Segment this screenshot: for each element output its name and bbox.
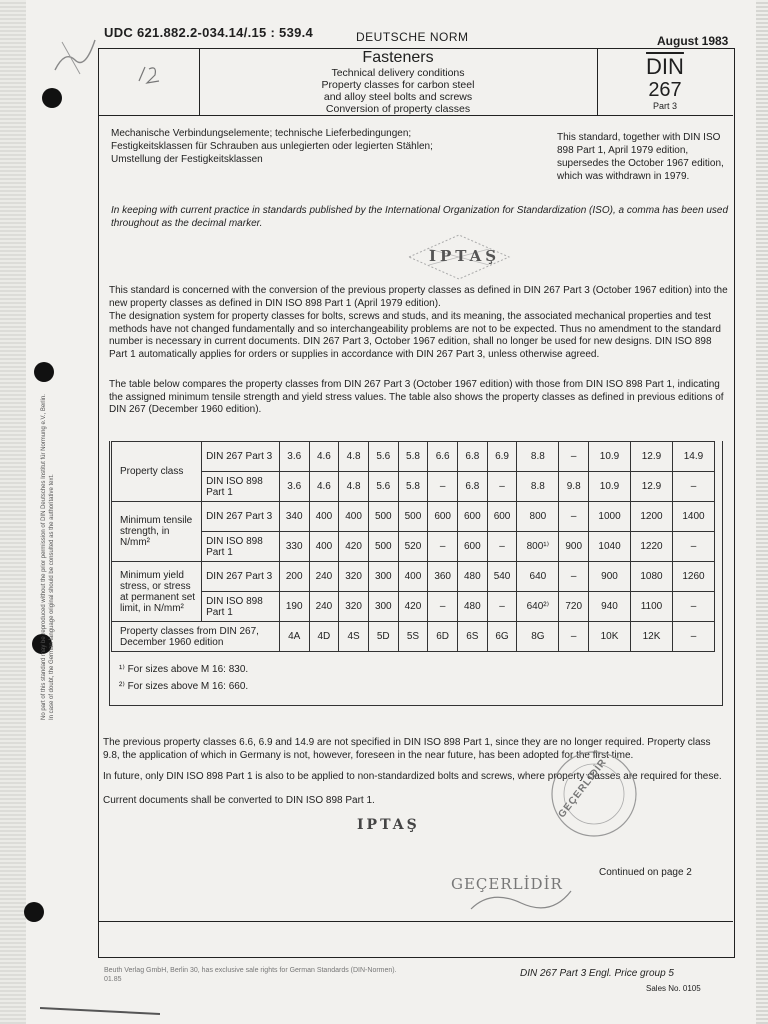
old-classes-label: Property classes from DIN 267, December 1960 edition	[112, 622, 280, 652]
copyright-line: In case of doubt, the German-language original should be consulted as the authoritative text.	[49, 474, 55, 720]
table-cell: 12.9	[631, 442, 673, 472]
sales-number: Sales No. 0105	[646, 984, 701, 993]
table-cell: 3.6	[279, 472, 309, 502]
table-cell: 320	[339, 592, 369, 622]
table-cell: 5D	[368, 622, 398, 652]
standard-label: DIN ISO 898 Part 1	[202, 472, 280, 502]
table-cell: –	[559, 442, 589, 472]
table-row	[112, 562, 715, 592]
table-cell: 720	[559, 592, 589, 622]
footnote: ²⁾ For sizes above M 16: 660.	[119, 681, 249, 692]
table-cell: –	[487, 592, 517, 622]
copyright-line: No part of this standard may be reproduced without the prior permission of DIN Deutsches Institut für Normung e.V., Berlin.	[41, 394, 47, 720]
footer-reference: DIN 267 Part 3 Engl. Price group 5	[520, 968, 674, 979]
issue-date: August 1983	[657, 34, 729, 48]
paragraph: The previous property classes 6.6, 6.9 and 14.9 are not specified in DIN ISO 898 Part 1, since they are no longer required. Property class 9.8, the application of which in Germany is not, however, foreseen in the near future, has been adopted for the first time.	[103, 737, 711, 761]
table-cell: 14.9	[672, 442, 714, 472]
table-cell: 9.8	[559, 472, 589, 502]
din-number-block	[597, 49, 733, 115]
table-cell: 4A	[279, 622, 309, 652]
table-cell: 400	[309, 502, 339, 532]
table-cell: 480	[458, 592, 488, 622]
publisher-text: Beuth Verlag GmbH, Berlin 30, has exclusive sale rights for German Standards (DIN-Normen).	[104, 967, 397, 974]
table-cell: 400	[309, 532, 339, 562]
din-number: 267	[648, 79, 682, 101]
table-cell: 540	[487, 562, 517, 592]
din-label: $\overline{DIN}$	[646, 54, 684, 79]
print-code: 01.85	[104, 976, 122, 983]
scan-edge-left	[0, 0, 26, 1024]
table-cell: 600	[458, 502, 488, 532]
udc-code: UDC 621.882.2-034.14/.15 : 539.4	[104, 25, 314, 40]
table-cell: –	[559, 622, 589, 652]
title-line: Technical delivery conditions	[331, 67, 465, 79]
table-cell: –	[428, 592, 458, 622]
table-cell: 5.8	[398, 442, 428, 472]
table-cell: 5.6	[368, 442, 398, 472]
scan-edge-right	[756, 0, 768, 1024]
stamp-text: IPTAŞ	[357, 817, 420, 833]
table-row	[112, 472, 715, 502]
table-cell: 4.6	[309, 472, 339, 502]
table-cell: –	[672, 592, 714, 622]
table-row	[112, 502, 715, 532]
table-cell: 600	[428, 502, 458, 532]
table-cell: 360	[428, 562, 458, 592]
standard-label: DIN 267 Part 3	[202, 442, 280, 472]
signature	[451, 869, 581, 915]
table-cell: 600	[487, 502, 517, 532]
table-cell: 6.9	[487, 442, 517, 472]
table-cell: 400	[398, 562, 428, 592]
stamp-text: IPTAŞ	[429, 247, 501, 265]
standard-label: DIN ISO 898 Part 1	[202, 532, 280, 562]
table-cell: 940	[589, 592, 631, 622]
deutsche-norm-label: DEUTSCHE NORM	[356, 30, 469, 44]
table-cell: 300	[368, 562, 398, 592]
continued-note: Continued on page 2	[599, 867, 692, 878]
table-cell: 900	[559, 532, 589, 562]
punch-hole	[42, 88, 62, 108]
row-group-label: Minimum yield stress, or stress at permanent set limit, in N/mm²	[112, 562, 202, 622]
table-cell: 500	[368, 532, 398, 562]
table-cell: –	[559, 562, 589, 592]
table-cell: 330	[279, 532, 309, 562]
table-cell: 480	[458, 562, 488, 592]
table-cell: 1040	[589, 532, 631, 562]
signature-text: GEÇERLİDİR	[451, 875, 563, 893]
table-cell: 1260	[672, 562, 714, 592]
table-cell: –	[428, 472, 458, 502]
table-cell: 190	[279, 592, 309, 622]
table-cell: 3.6	[279, 442, 309, 472]
table-cell: –	[487, 472, 517, 502]
table-cell: 10.9	[589, 472, 631, 502]
table-cell: –	[428, 532, 458, 562]
table-cell: 240	[309, 592, 339, 622]
copyright-sidebar	[40, 280, 100, 720]
document-frame	[98, 48, 735, 958]
footnote: ¹⁾ For sizes above M 16: 830.	[119, 664, 249, 675]
table-footnotes	[119, 661, 248, 695]
row-group-label: Minimum tensile strength, in N/mm²	[112, 502, 202, 562]
decimal-marker-note: In keeping with current practice in standards published by the International Organization for Standardization (ISO), a comma has been used throughout as the decimal marker.	[111, 205, 729, 229]
title-line: Conversion of property classes	[325, 103, 471, 115]
table-cell: 900	[589, 562, 631, 592]
table-cell: 10.9	[589, 442, 631, 472]
publisher-note	[104, 966, 464, 984]
signature-stroke-icon	[451, 869, 581, 915]
table-cell: 1400	[672, 502, 714, 532]
table-cell: –	[487, 532, 517, 562]
din-part: Part 3	[652, 101, 677, 111]
table-cell: 240	[309, 562, 339, 592]
table-cell: 400	[339, 502, 369, 532]
supersede-note: This standard, together with DIN ISO 898 Part 1, April 1979 edition, supersedes the October 1967 edition, which was withdrawn in 1979.	[557, 132, 724, 182]
table-row	[112, 532, 715, 562]
table-cell: 4D	[309, 622, 339, 652]
table-cell: 6D	[428, 622, 458, 652]
german-title: Mechanische Verbindungselemente; technische Lieferbedingungen; Festigkeitsklassen für Schrauben aus unlegierten oder legierten Stählen; Umstellung der Festigkeitsklassen	[111, 128, 433, 165]
table-cell: 5.8	[398, 472, 428, 502]
table-cell: 12.9	[631, 472, 673, 502]
paragraph: In future, only DIN ISO 898 Part 1 is also to be applied to non-standardized bolts and screws, where property classes are required for these.	[103, 771, 722, 782]
table-cell: –	[672, 622, 714, 652]
table-cell: 200	[279, 562, 309, 592]
table-cell: 800¹⁾	[517, 532, 559, 562]
table-cell: 1000	[589, 502, 631, 532]
table-cell: 1200	[631, 502, 673, 532]
table-cell: 4.6	[309, 442, 339, 472]
punch-hole	[24, 902, 44, 922]
table-cell: 420	[339, 532, 369, 562]
standard-label: DIN ISO 898 Part 1	[202, 592, 280, 622]
standard-label: DIN 267 Part 3	[202, 562, 280, 592]
table-cell: 6S	[458, 622, 488, 652]
title-line: and alloy steel bolts and screws	[323, 91, 473, 103]
scan-artifact	[40, 1000, 160, 1018]
paragraph: Current documents shall be converted to DIN ISO 898 Part 1.	[103, 795, 375, 806]
table-row	[112, 592, 715, 622]
round-stamp	[539, 739, 649, 849]
table-cell: –	[672, 532, 714, 562]
table-cell: –	[672, 472, 714, 502]
paragraph: The designation system for property classes for bolts, screws and studs, and its meaning, the associated mechanical properties and test methods have not changed fundamentally and so interchangeability problems are not to be expected. Thus no amendment to the standard number is necessary in current documents. DIN 267 Part 3, October 1967 edition, shall no longer be used for new designs. DIN ISO 898 Part 1 automatically applies for orders or supplies in accordance with DIN 267 Part 3, unless otherwise agreed.	[109, 311, 721, 360]
table-cell: 6.8	[458, 442, 488, 472]
table-cell: 600	[458, 532, 488, 562]
table-cell: 320	[339, 562, 369, 592]
table-cell: 8.8	[517, 472, 559, 502]
table-cell: –	[559, 502, 589, 532]
table-cell: 6.8	[458, 472, 488, 502]
table-row	[112, 442, 715, 472]
table-cell: 500	[368, 502, 398, 532]
table-cell: 8.8	[517, 442, 559, 472]
title-line: Property classes for carbon steel	[321, 79, 475, 91]
table-cell: 340	[279, 502, 309, 532]
table-cell: 5S	[398, 622, 428, 652]
row-group-label: Property class	[112, 442, 202, 502]
round-stamp-icon	[539, 739, 649, 849]
table-cell: 6.6	[428, 442, 458, 472]
table-cell: 640	[517, 562, 559, 592]
table-cell: 420	[398, 592, 428, 622]
table-cell: 640²⁾	[517, 592, 559, 622]
table-cell: 500	[398, 502, 428, 532]
table-cell: 10K	[589, 622, 631, 652]
round-stamp-text: GEÇERLİDİR	[556, 756, 610, 821]
property-class-table	[111, 441, 715, 652]
title-center	[199, 49, 598, 115]
table-cell: 1220	[631, 532, 673, 562]
title-block	[99, 49, 733, 116]
paragraph: The table below compares the property classes from DIN 267 Part 3 (October 1967 edition) with those from DIN ISO 898 Part 1, indicating the assigned minimum tensile strength and yield stress values. The table also shows the property classes as defined in previous editions of DIN 267 (December 1960 edition).	[109, 379, 724, 415]
table-cell: 4S	[339, 622, 369, 652]
handwritten-number	[135, 63, 165, 87]
table-cell: 1100	[631, 592, 673, 622]
table-cell: 8G	[517, 622, 559, 652]
document-title: Fasteners	[362, 49, 434, 66]
table-row	[112, 622, 715, 652]
iptas-stamp	[399, 229, 519, 285]
table-cell: 800	[517, 502, 559, 532]
footer-rule	[99, 921, 733, 922]
table-cell: 520	[398, 532, 428, 562]
title-left-cell	[99, 49, 200, 115]
table-cell: 1080	[631, 562, 673, 592]
table-cell: 6G	[487, 622, 517, 652]
paragraph: This standard is concerned with the conversion of the previous property classes as defined in DIN 267 Part 3 (October 1967 edition) into the new property classes as defined in DIN ISO 898 Part 1 (April 1979 edition).	[109, 285, 728, 309]
table-cell: 4.8	[339, 472, 369, 502]
table-cell: 300	[368, 592, 398, 622]
handwritten-mark	[50, 30, 100, 80]
standard-label: DIN 267 Part 3	[202, 502, 280, 532]
table-cell: 4.8	[339, 442, 369, 472]
table-cell: 12K	[631, 622, 673, 652]
table-cell: 5.6	[368, 472, 398, 502]
